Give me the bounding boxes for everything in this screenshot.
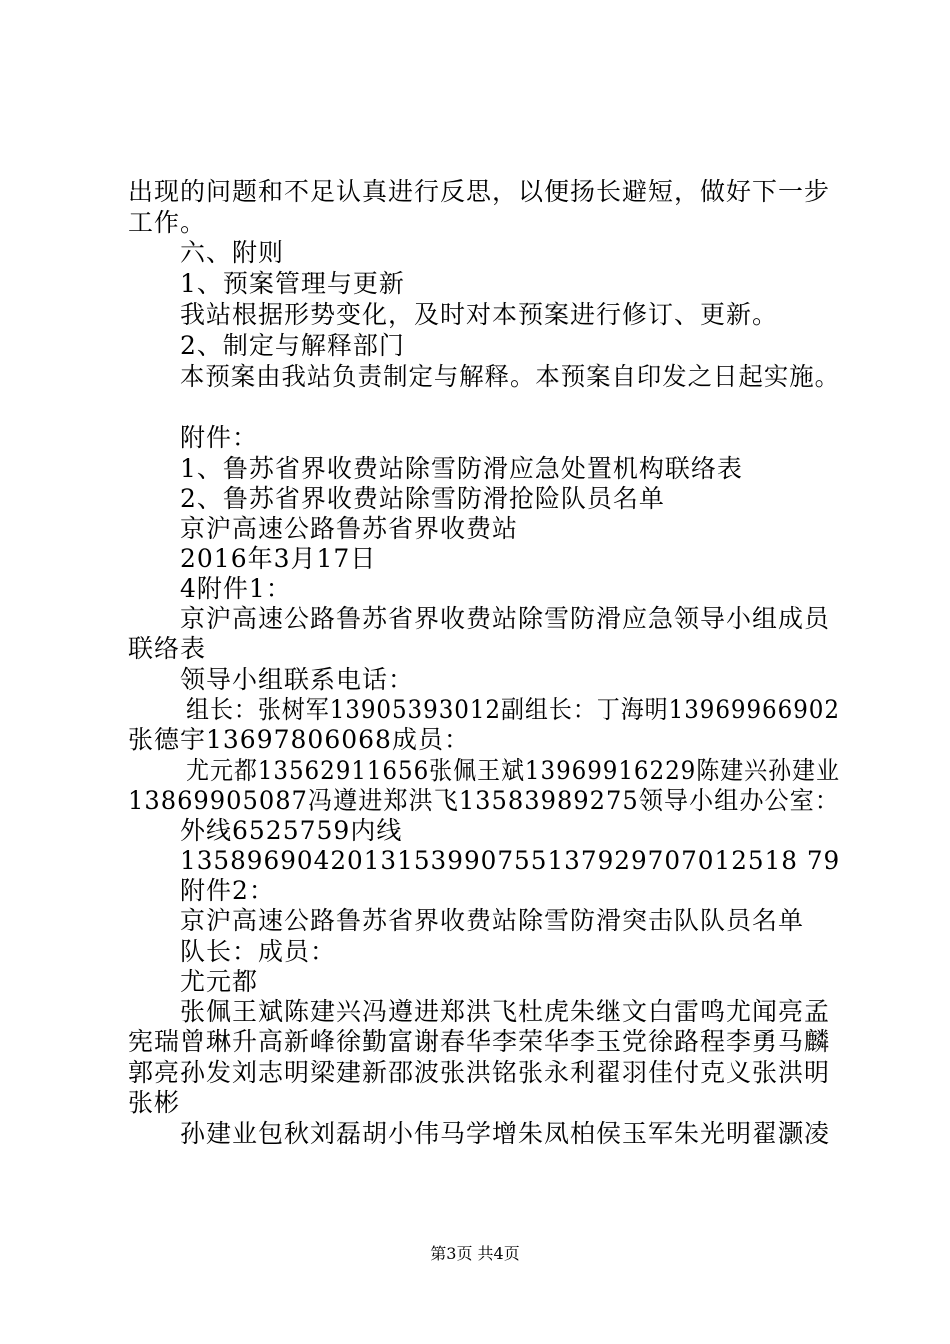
body-line: 13869905087冯遵进郑洪飞13583989275领导小组办公室： bbox=[128, 786, 840, 815]
signature-org: 京沪高速公路鲁苏省界收费站 bbox=[180, 514, 519, 543]
attachment-title: 联络表 bbox=[128, 634, 207, 663]
body-line: 宪瑞曾琳升高新峰徐勤富谢春华李荣华李玉党徐路程李勇马麟 bbox=[128, 1027, 831, 1056]
attachment-item: 2、鲁苏省界收费站除雪防滑抢险队员名单 bbox=[180, 484, 665, 513]
section-heading: 六、附则 bbox=[180, 238, 285, 267]
body-line: 组长：张树军13905393012副组长：丁海明13969966902 bbox=[186, 695, 840, 724]
attachment-label: 附件2： bbox=[180, 876, 275, 905]
body-line: 孙建业包秋刘磊胡小伟马学增朱凤柏侯玉军朱光明翟灏凌 bbox=[180, 1119, 831, 1148]
body-line: 尤元都13562911656张佩王斌13969916229陈建兴孙建业 bbox=[186, 756, 840, 785]
body-line: 张德宇13697806068成员： bbox=[128, 725, 470, 754]
body-line: 张佩王斌陈建兴冯遵进郑洪飞杜虎朱继文白雷鸣尤闻亮孟 bbox=[180, 997, 831, 1026]
body-line: 我站根据形势变化，及时对本预案进行修订、更新。 bbox=[180, 300, 779, 329]
subsection-heading: 2、制定与解释部门 bbox=[180, 331, 405, 360]
signature-date: 2016年3月17日 bbox=[180, 544, 377, 573]
page-footer: 第3页 共4页 bbox=[430, 1244, 520, 1263]
body-line: 出现的问题和不足认真进行反思，以便扬长避短，做好下一步 bbox=[128, 177, 831, 206]
body-line: 工作。 bbox=[128, 208, 207, 237]
body-line: 队长：成员： bbox=[180, 937, 337, 966]
body-line: 领导小组联系电话： bbox=[180, 665, 415, 694]
attachment-title: 京沪高速公路鲁苏省界收费站除雪防滑应急领导小组成员 bbox=[180, 604, 831, 633]
body-line: 尤元都 bbox=[180, 967, 259, 996]
attachment-label: 4附件1： bbox=[180, 574, 292, 603]
body-line: 本预案由我站负责制定与解释。本预案自印发之日起实施。 bbox=[180, 362, 840, 391]
body-line: 张彬 bbox=[128, 1088, 181, 1117]
attachment-item: 1、鲁苏省界收费站除雪防滑应急处置机构联络表 bbox=[180, 454, 743, 483]
subsection-heading: 1、预案管理与更新 bbox=[180, 269, 405, 298]
body-line: 1358969042013153990755137929707012518 79 bbox=[180, 846, 841, 875]
attachment-title: 京沪高速公路鲁苏省界收费站除雪防滑突击队队员名单 bbox=[180, 906, 805, 935]
body-line: 郭亮孙发刘志明梁建新邵波张洪铭张永利翟羽佳付克义张洪明 bbox=[128, 1058, 831, 1087]
attachment-heading: 附件： bbox=[180, 423, 259, 452]
body-line: 外线6525759内线 bbox=[180, 816, 403, 845]
